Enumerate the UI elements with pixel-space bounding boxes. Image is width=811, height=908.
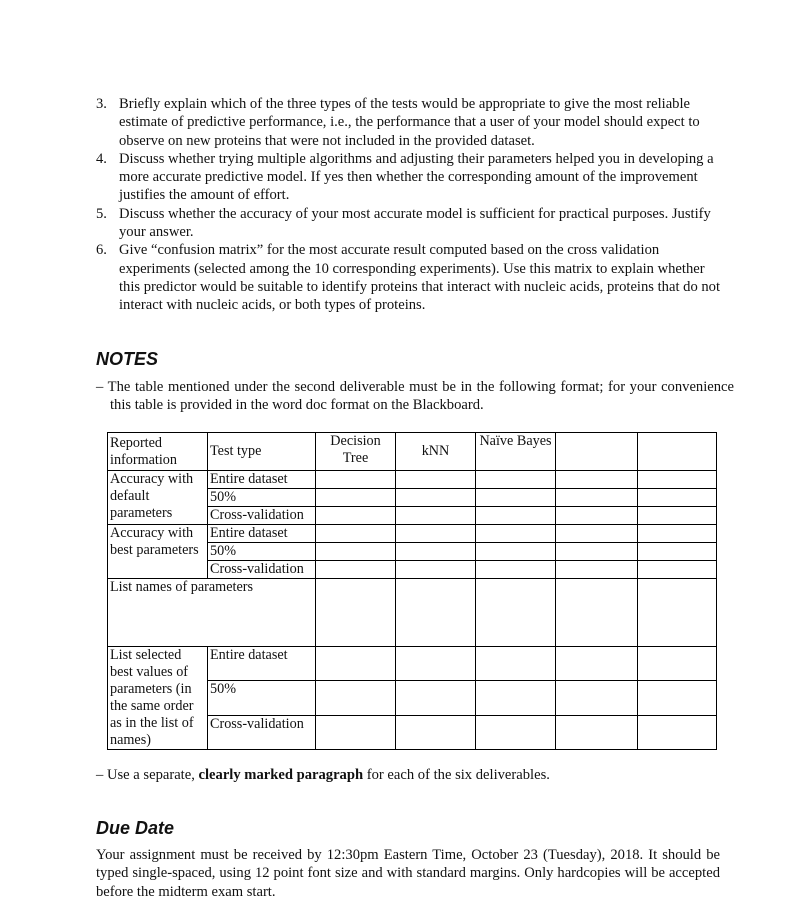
cell xyxy=(316,681,396,715)
cell xyxy=(316,507,396,525)
header-knn: kNN xyxy=(396,433,476,471)
notes-heading: NOTES xyxy=(96,349,159,369)
cell xyxy=(316,647,396,681)
cell xyxy=(638,507,717,525)
cell xyxy=(638,525,717,543)
cell xyxy=(476,681,556,715)
cell xyxy=(396,507,476,525)
row-label: List selected best values of parameters (in the same order as in the list of names) xyxy=(108,647,208,750)
due-date-heading: Due Date xyxy=(96,818,175,838)
question-item xyxy=(96,150,726,205)
cell xyxy=(316,561,396,579)
test-type: Cross-validation xyxy=(208,507,316,525)
due-date-paragraph: Your assignment must be received by 12:30pm Eastern Time, October 23 (Tuesday), 2018. It should be typed single-spaced, using 12 point font size and with standard margins. Only hardcopies will be accepted before the midterm exam start. xyxy=(96,847,720,900)
row-label: Accuracy with default parameters xyxy=(108,471,208,525)
cell xyxy=(638,579,717,647)
cell xyxy=(638,471,717,489)
notes-paragraph: – The table mentioned under the second deliverable must be in the following format; for your convenience this table is provided in the word doc format on the Blackboard. xyxy=(96,379,734,414)
cell xyxy=(396,525,476,543)
note-bold-text: clearly marked paragraph xyxy=(198,767,364,783)
cell xyxy=(556,507,638,525)
cell xyxy=(556,543,638,561)
cell xyxy=(638,561,717,579)
cell xyxy=(316,471,396,489)
header-decision-tree: Decision Tree xyxy=(316,433,396,471)
item-text: Briefly explain which of the three types of the tests would be appropriate to give the most reliable estimate of predictive performance, i.e., the performance that a user of your model should expect to observe on new proteins that were not included in the provided dataset. xyxy=(119,96,700,149)
cell xyxy=(556,471,638,489)
item-number: 4. xyxy=(96,150,107,167)
header-test-type: Test type xyxy=(208,433,316,471)
header-reported: Reported information xyxy=(108,433,208,471)
item-text: Give “confusion matrix” for the most accurate result computed based on the cross validation experiments (selected among the 10 corresponding experiments). Use this matrix to explain whether this predictor would be suitable to identify proteins that interact with nucleic acids, proteins that do not interact with nucleic acids, or both types of proteins. xyxy=(119,242,721,314)
empty-cell xyxy=(638,433,717,471)
cell xyxy=(316,715,396,749)
cell xyxy=(396,715,476,749)
note-text: for each of the six deliverables. xyxy=(363,767,550,783)
test-type: Entire dataset xyxy=(208,525,316,543)
cell xyxy=(396,543,476,561)
cell xyxy=(638,647,717,681)
cell xyxy=(316,525,396,543)
item-text: Discuss whether the accuracy of your most accurate model is sufficient for practical purposes. Justify your answer. xyxy=(119,205,711,241)
question-list xyxy=(96,95,726,315)
cell xyxy=(638,715,717,749)
results-table xyxy=(107,432,717,750)
deliverables-note xyxy=(96,766,734,784)
test-type: 50% xyxy=(208,681,316,715)
test-type: 50% xyxy=(208,543,316,561)
cell xyxy=(316,543,396,561)
question-item xyxy=(96,205,726,242)
cell xyxy=(556,715,638,749)
cell xyxy=(476,579,556,647)
item-number: 6. xyxy=(96,242,107,259)
cell xyxy=(638,489,717,507)
cell xyxy=(476,471,556,489)
cell xyxy=(556,561,638,579)
test-type: 50% xyxy=(208,489,316,507)
item-number: 3. xyxy=(96,96,107,112)
test-type: Cross-validation xyxy=(208,715,316,749)
cell xyxy=(556,489,638,507)
cell xyxy=(396,647,476,681)
cell xyxy=(556,647,638,681)
cell xyxy=(476,647,556,681)
empty-cell xyxy=(556,433,638,471)
row-label: Accuracy with best parameters xyxy=(108,525,208,579)
cell xyxy=(396,561,476,579)
cell xyxy=(556,525,638,543)
cell xyxy=(476,543,556,561)
question-item xyxy=(96,95,726,150)
row-label: List names of parameters xyxy=(108,579,316,647)
cell xyxy=(396,471,476,489)
cell xyxy=(638,681,717,715)
cell xyxy=(476,525,556,543)
cell xyxy=(316,489,396,507)
cell xyxy=(556,681,638,715)
cell xyxy=(556,579,638,647)
cell xyxy=(476,489,556,507)
test-type: Entire dataset xyxy=(208,471,316,489)
item-number: 5. xyxy=(96,205,107,222)
cell xyxy=(316,579,396,647)
cell xyxy=(476,507,556,525)
header-naive-bayes: Naïve Bayes xyxy=(476,433,556,471)
cell xyxy=(476,561,556,579)
item-text: Discuss whether trying multiple algorithms and adjusting their parameters helped you in developing a more accurate predictive model. If yes then whether the corresponding amount of the improvement justifies the amount of effort. xyxy=(119,150,714,204)
cell xyxy=(396,579,476,647)
question-item xyxy=(96,241,726,314)
cell xyxy=(396,489,476,507)
cell xyxy=(476,715,556,749)
test-type: Cross-validation xyxy=(208,561,316,579)
cell xyxy=(638,543,717,561)
note-text: – Use a separate, xyxy=(96,767,199,783)
cell xyxy=(396,681,476,715)
test-type: Entire dataset xyxy=(208,647,316,681)
